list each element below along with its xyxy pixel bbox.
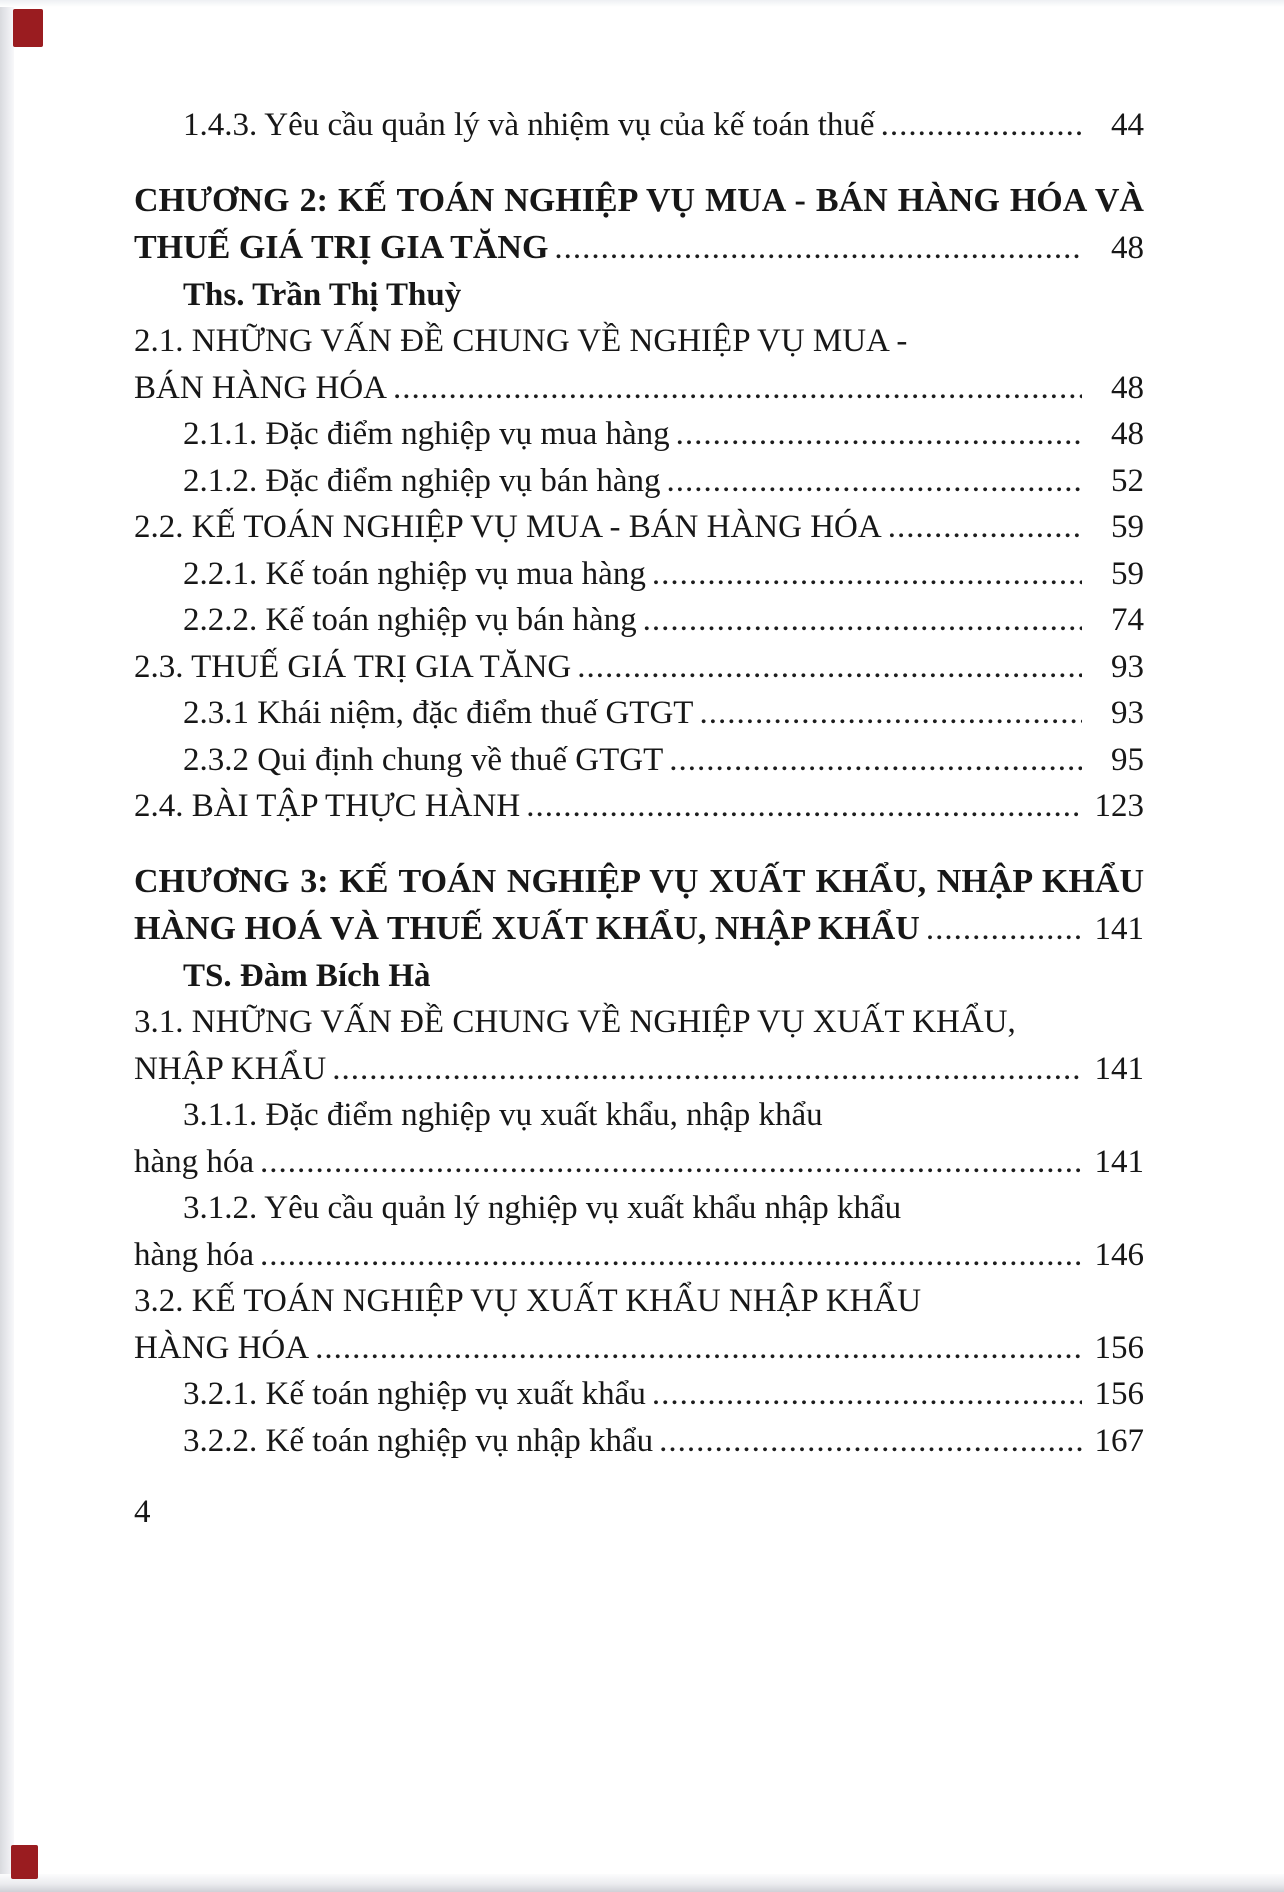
toc-line: [134, 783, 1144, 830]
toc-entry-text: 2.3.2 Qui định chung về thuế GTGT: [183, 741, 664, 778]
toc-entry-text: TS. Đàm Bích Hà: [183, 957, 431, 994]
toc-page-number: 95: [1111, 741, 1144, 778]
toc-line: [134, 365, 1144, 412]
toc-page-number: 167: [1094, 1422, 1144, 1459]
dotted-leader: [652, 1371, 1082, 1418]
toc-line: [134, 953, 1144, 1000]
toc-page-number: 141: [1094, 1050, 1144, 1087]
toc-page-number: 146: [1094, 1236, 1144, 1273]
toc-line: [134, 504, 1144, 551]
toc-entry-text: hàng hóa: [134, 1143, 255, 1180]
dotted-leader: [643, 597, 1082, 644]
toc-entry-text: 2.2.1. Kế toán nghiệp vụ mua hàng: [183, 555, 646, 592]
toc-page-number: 93: [1111, 648, 1144, 685]
dotted-leader: [315, 1325, 1082, 1372]
toc-entry-text: 2.4. BÀI TẬP THỰC HÀNH: [134, 788, 521, 824]
toc-line: [134, 1325, 1144, 1372]
toc-entry-text: 1.4.3. Yêu cầu quản lý và nhiệm vụ của kế toán thuế: [183, 107, 875, 143]
toc-entry-text: 3.1.1. Đặc điểm nghiệp vụ xuất khẩu, nhập khẩu: [183, 1097, 823, 1133]
page-edge-bottom: [0, 1874, 1284, 1892]
toc-line: [134, 999, 1144, 1046]
red-corner-mark-bottom: [11, 1845, 38, 1879]
toc-line: [134, 1371, 1144, 1418]
toc-page-number: 59: [1111, 509, 1144, 545]
dotted-leader: [676, 411, 1082, 458]
toc-page-number: 156: [1094, 1329, 1144, 1366]
toc-entry-text: CHƯƠNG 3: KẾ TOÁN NGHIỆP VỤ XUẤT KHẨU, NHẬP KHẨU: [134, 862, 1144, 900]
toc-line: [134, 458, 1144, 505]
toc-entry-text: THUẾ GIÁ TRỊ GIA TĂNG: [134, 228, 549, 266]
toc-line: [134, 272, 1144, 319]
toc-line: [134, 411, 1144, 458]
dotted-leader: [260, 1139, 1082, 1186]
dotted-leader: [699, 690, 1082, 737]
dotted-leader: [332, 1046, 1082, 1093]
toc-entry-text: NHẬP KHẨU: [134, 1050, 327, 1087]
toc-entry-text: 3.1.2. Yêu cầu quản lý nghiệp vụ xuất khẩu nhập khẩu: [183, 1190, 902, 1226]
toc-entry-text: 2.2. KẾ TOÁN NGHIỆP VỤ MUA - BÁN HÀNG HÓA: [134, 509, 882, 545]
dotted-leader: [666, 458, 1082, 505]
toc-line: [134, 224, 1144, 272]
toc-page-number: 74: [1111, 602, 1144, 638]
toc-page-number: 141: [1094, 910, 1144, 947]
toc-entry-text: 3.2. KẾ TOÁN NGHIỆP VỤ XUẤT KHẨU NHẬP KHẨU: [134, 1283, 922, 1319]
toc-line: [134, 644, 1144, 691]
toc-page-number: 93: [1111, 695, 1144, 731]
toc-page-number: 48: [1111, 416, 1144, 452]
toc-line: [134, 737, 1144, 784]
toc-entry-text: 2.1.1. Đặc điểm nghiệp vụ mua hàng: [183, 416, 670, 452]
toc-entry-text: 2.3. THUẾ GIÁ TRỊ GIA TĂNG: [134, 648, 572, 685]
toc-entry-text: Ths. Trần Thị Thuỳ: [183, 276, 462, 313]
toc-entry-text: 3.2.1. Kế toán nghiệp vụ xuất khẩu: [183, 1376, 646, 1412]
toc-page-number: 48: [1111, 369, 1144, 406]
toc-line: [134, 1046, 1144, 1093]
toc-entry-text: 3.2.2. Kế toán nghiệp vụ nhập khẩu: [183, 1422, 654, 1459]
toc-page-number: 141: [1094, 1143, 1144, 1180]
toc-entry-text: 2.3.1 Khái niệm, đặc điểm thuế GTGT: [183, 695, 694, 731]
toc-line: [134, 1185, 1144, 1232]
toc-line: [134, 858, 1144, 905]
dotted-leader: [260, 1232, 1082, 1279]
toc-entry-text: 2.2.2. Kế toán nghiệp vụ bán hàng: [183, 602, 637, 638]
toc-line: [134, 102, 1144, 149]
toc-entry-text: CHƯƠNG 2: KẾ TOÁN NGHIỆP VỤ MUA - BÁN HÀNG HÓA VÀ: [134, 181, 1144, 219]
toc-entry-text: HÀNG HOÁ VÀ THUẾ XUẤT KHẨU, NHẬP KHẨU: [134, 909, 920, 947]
dotted-leader: [888, 504, 1082, 551]
toc-line: [134, 1092, 1144, 1139]
toc-entry-text: BÁN HÀNG HÓA: [134, 369, 387, 406]
toc-entry-text: 3.1. NHỮNG VẤN ĐỀ CHUNG VỀ NGHIỆP VỤ XUẤT KHẨU,: [134, 1004, 1016, 1040]
toc-line: [134, 1278, 1144, 1325]
dotted-leader: [669, 737, 1082, 784]
toc-page-number: 48: [1111, 229, 1144, 266]
toc-line: [134, 1232, 1144, 1279]
toc-line: [134, 1139, 1144, 1186]
footer-page-number: 4: [134, 1494, 151, 1530]
dotted-leader: [393, 365, 1082, 412]
toc-entry-text: 2.1. NHỮNG VẤN ĐỀ CHUNG VỀ NGHIỆP VỤ MUA -: [134, 323, 908, 359]
toc-entry-text: HÀNG HÓA: [134, 1329, 310, 1366]
toc-line: [134, 690, 1144, 737]
toc-line: [134, 177, 1144, 224]
dotted-leader: [926, 906, 1082, 953]
toc-line: [134, 1418, 1144, 1465]
toc-line: [134, 551, 1144, 598]
toc-entry-text: hàng hóa: [134, 1236, 255, 1273]
toc-line: [134, 905, 1144, 953]
dotted-leader: [652, 551, 1082, 598]
dotted-leader: [659, 1418, 1082, 1465]
toc-page-number: 123: [1094, 788, 1144, 824]
toc-entry-text: 2.1.2. Đặc điểm nghiệp vụ bán hàng: [183, 462, 661, 499]
dotted-leader: [554, 225, 1082, 272]
toc-page-number: 59: [1111, 555, 1144, 592]
dotted-leader: [577, 644, 1082, 691]
dotted-leader: [526, 783, 1082, 830]
toc-line: [134, 318, 1144, 365]
toc-page-number: 156: [1094, 1376, 1144, 1412]
toc-line: [134, 597, 1144, 644]
dotted-leader: [881, 102, 1082, 149]
toc-page-number: 44: [1111, 107, 1144, 143]
toc-page-number: 52: [1111, 462, 1144, 499]
